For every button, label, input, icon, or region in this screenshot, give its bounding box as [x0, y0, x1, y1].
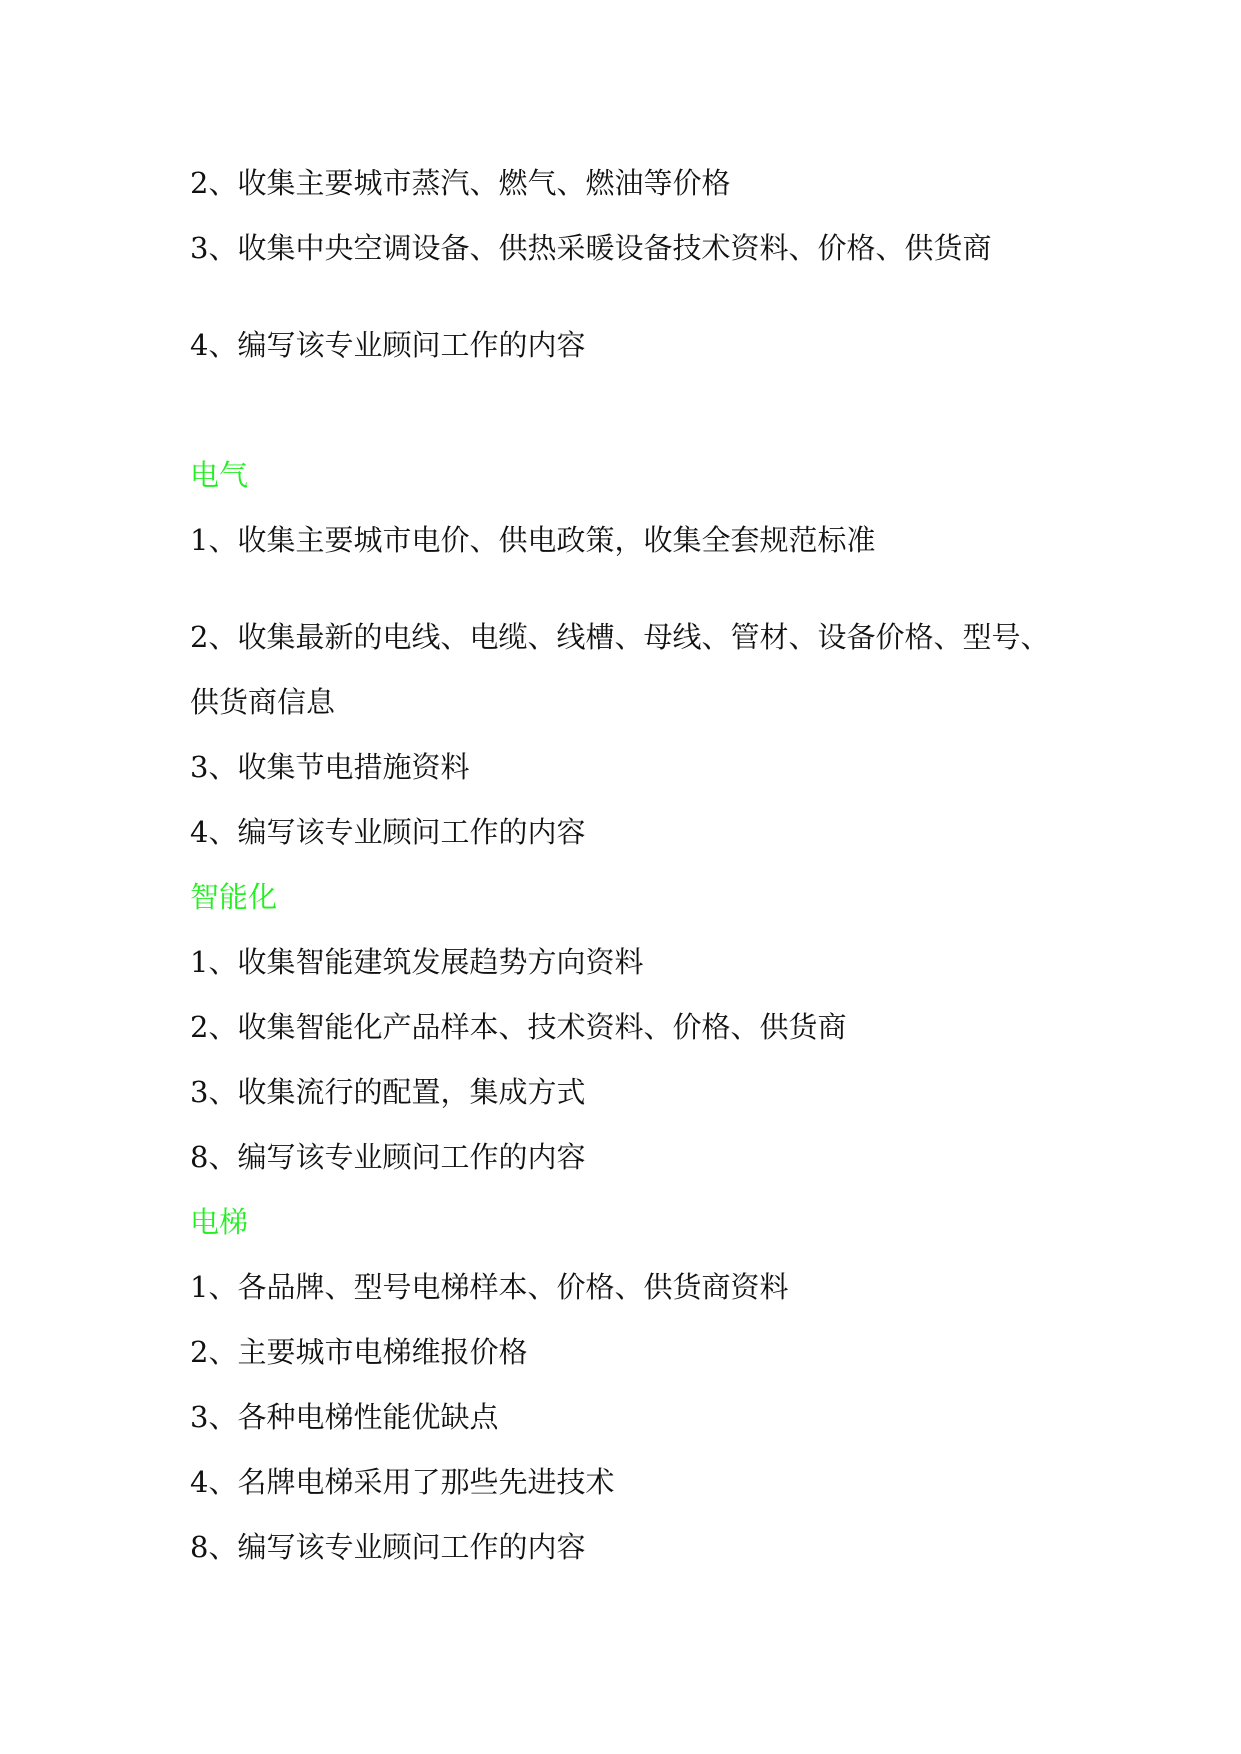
- section-heading-intelligent: 智能化: [190, 880, 278, 914]
- section-heading-electrical: 电气: [190, 458, 249, 492]
- electrical-item-1: 1、收集主要城市电价、供电政策，收集全套规范标准: [190, 523, 876, 557]
- intelligent-item-8: 8、编写该专业顾问工作的内容: [190, 1140, 586, 1174]
- electrical-item-2: 2、收集最新的电线、电缆、线槽、母线、管材、设备价格、型号、: [190, 620, 1050, 654]
- electrical-item-4: 4、编写该专业顾问工作的内容: [190, 815, 586, 849]
- elevator-item-1: 1、各品牌、型号电梯样本、价格、供货商资料: [190, 1270, 789, 1304]
- intelligent-item-3: 3、收集流行的配置，集成方式: [190, 1075, 586, 1109]
- elevator-item-2: 2、主要城市电梯维报价格: [190, 1335, 528, 1369]
- intelligent-item-1: 1、收集智能建筑发展趋势方向资料: [190, 945, 644, 979]
- elevator-item-8: 8、编写该专业顾问工作的内容: [190, 1530, 586, 1564]
- hvac-item-2: 2、收集主要城市蒸汽、燃气、燃油等价格: [190, 166, 731, 200]
- hvac-item-4: 4、编写该专业顾问工作的内容: [190, 328, 586, 362]
- elevator-item-3: 3、各种电梯性能优缺点: [190, 1400, 499, 1434]
- section-heading-elevator: 电梯: [190, 1205, 249, 1239]
- elevator-item-4: 4、名牌电梯采用了那些先进技术: [190, 1465, 615, 1499]
- electrical-item-3: 3、收集节电措施资料: [190, 750, 470, 784]
- intelligent-item-2: 2、收集智能化产品样本、技术资料、价格、供货商: [190, 1010, 847, 1044]
- electrical-item-2-cont: 供货商信息: [190, 685, 336, 719]
- hvac-item-3: 3、收集中央空调设备、供热采暖设备技术资料、价格、供货商: [190, 231, 992, 265]
